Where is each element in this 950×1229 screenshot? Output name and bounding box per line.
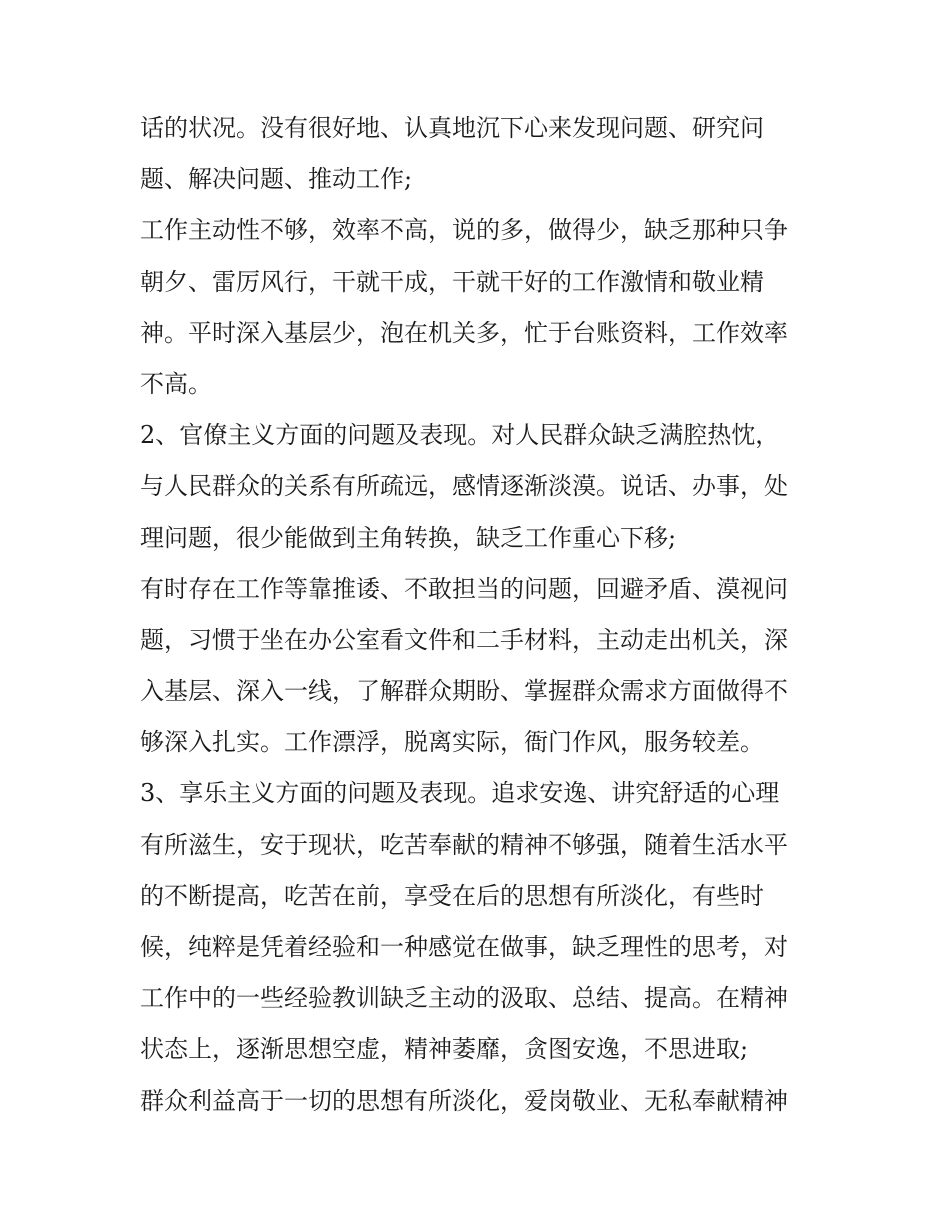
- text-line: 与人民群众的关系有所疏远，感情逐渐淡漠。说话、办事，处: [140, 472, 788, 501]
- section-heading-line: 2、官僚主义方面的问题及表现。对人民群众缺乏满腔热忱，: [140, 421, 780, 450]
- text-line: 有所滋生，安于现状，吃苦奉献的精神不够强，随着生活水平: [140, 830, 788, 859]
- document-body: [140, 103, 820, 1127]
- text-line: 入基层、深入一线，了解群众期盼、掌握群众需求方面做得不: [140, 677, 788, 706]
- section-heading-line: 3、享乐主义方面的问题及表现。追求安逸、讲究舒适的心理: [140, 779, 780, 808]
- text-line: 的不断提高，吃苦在前，享受在后的思想有所淡化，有些时: [140, 881, 764, 910]
- text-line: 够深入扎实。工作漂浮，脱离实际，衙门作风，服务较差。: [140, 728, 764, 757]
- text-line: 工作中的一些经验教训缺乏主动的汲取、总结、提高。在精神: [140, 984, 788, 1013]
- text-line: 不高。: [140, 369, 212, 398]
- text-line: 话的状况。没有很好地、认真地沉下心来发现问题、研究问: [140, 114, 764, 142]
- text-line: 工作主动性不够，效率不高，说的多，做得少，缺乏那种只争: [140, 216, 788, 245]
- text-line: 有时存在工作等靠推诿、不敢担当的问题，回避矛盾、漠视问: [140, 574, 788, 603]
- text-line: 群众利益高于一切的思想有所淡化，爱岗敬业、无私奉献精神: [140, 1086, 788, 1115]
- text-line: 题、解决问题、推动工作;: [140, 165, 413, 194]
- text-line: 状态上，逐渐思想空虚，精神萎靡，贪图安逸，不思进取;: [140, 1035, 749, 1064]
- text-line: 朝夕、雷厉风行，干就干成，干就干好的工作激情和敬业精: [140, 267, 764, 296]
- text-line: 题，习惯于坐在办公室看文件和二手材料，主动走出机关，深: [140, 625, 788, 654]
- text-line: 候，纯粹是凭着经验和一种感觉在做事，缺乏理性的思考，对: [140, 933, 788, 961]
- text-line: 理问题，很少能做到主角转换，缺乏工作重心下移;: [140, 523, 677, 552]
- text-line: 神。平时深入基层少，泡在机关多，忙于台账资料，工作效率: [140, 318, 788, 347]
